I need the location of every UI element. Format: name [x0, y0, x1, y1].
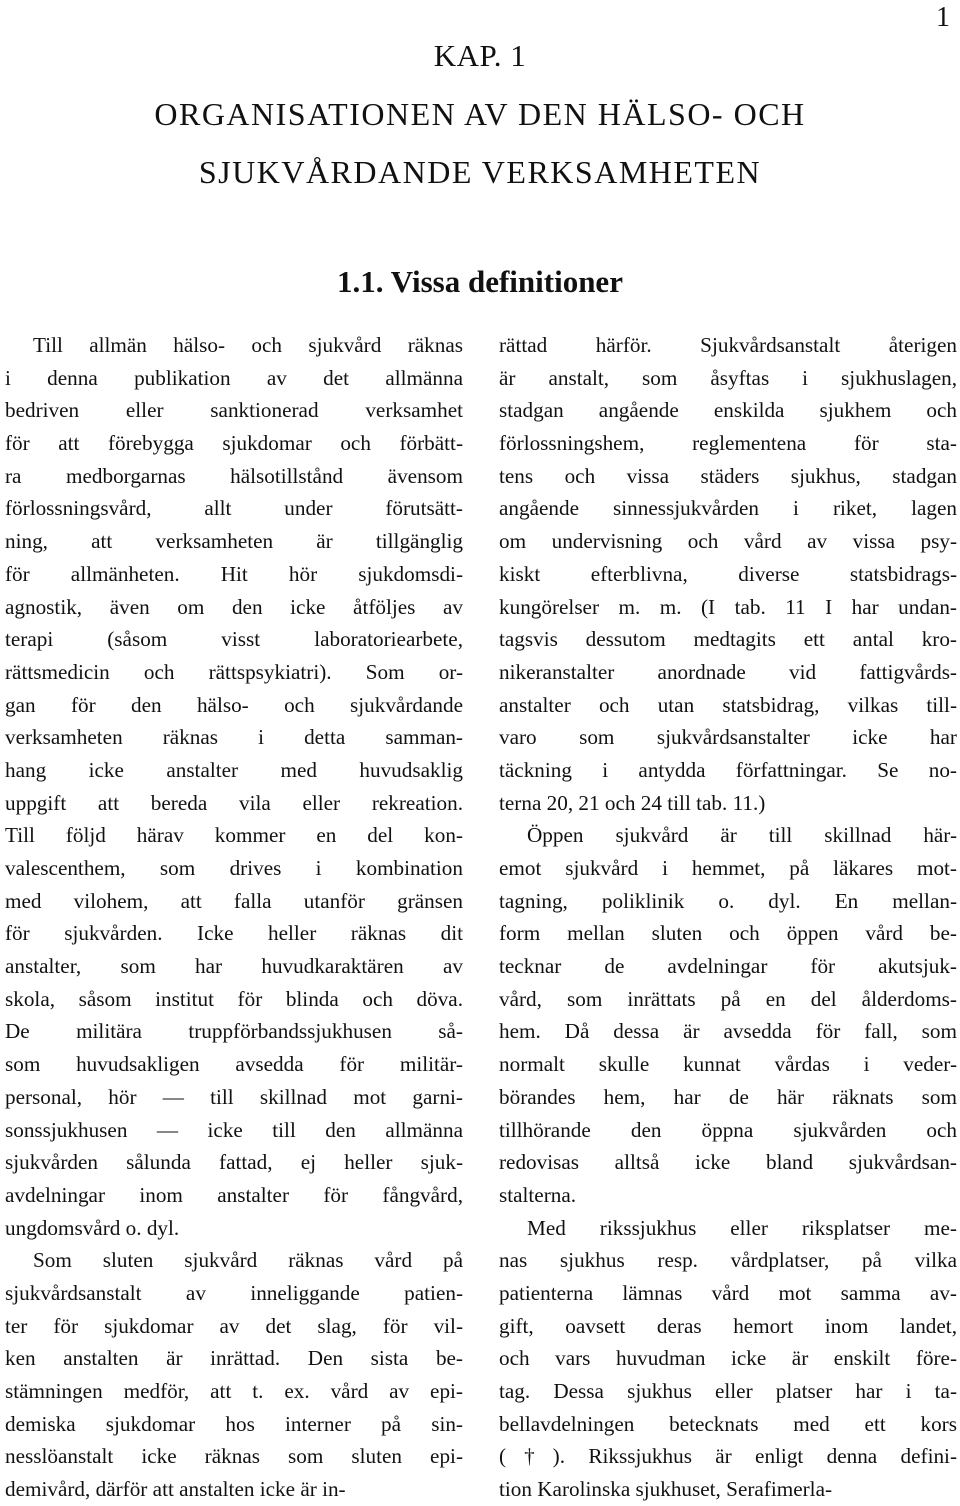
text-line: sjukvårdsanstalt av inneliggande patien-	[5, 1280, 463, 1305]
text-line: ter för sjukdomar av det slag, för vil-	[5, 1313, 463, 1338]
text-line: tagsvis dessutom medtagits ett antal kro-	[499, 627, 957, 652]
text-line: som huvudsakligen avsedda för militär-	[5, 1052, 463, 1077]
text-line: om undervisning och vård av vissa psy-	[499, 529, 957, 554]
text-line: gift, oavsett deras hemort inom landet,	[499, 1313, 957, 1338]
text-line: bellavdelningen betecknats med ett kors	[499, 1411, 957, 1436]
chapter-title-line-1: ORGANISATIONEN AV DEN HÄLSO- OCH	[154, 96, 806, 132]
text-line: börandes hem, har de här räknats som	[499, 1084, 957, 1109]
text-line: redovisas alltså icke bland sjukvårdsan-	[499, 1150, 957, 1175]
text-line: Som sluten sjukvård räknas vård på	[33, 1248, 463, 1273]
text-line: stadgan angående enskilda sjukhem och	[499, 398, 957, 423]
text-line: hang icke anstalter med huvudsaklig	[5, 757, 463, 782]
text-line: demivård, därför att anstalten icke är in-	[5, 1477, 346, 1502]
text-line: Till följd härav kommer en del kon-	[5, 823, 463, 848]
page-number: 1	[936, 2, 950, 33]
text-line: (†). Rikssjukhus är enligt denna defini-	[499, 1444, 957, 1469]
text-line: tecknar de avdelningar för akutsjuk-	[499, 954, 957, 979]
text-line: för att förebygga sjukdomar och förbätt-	[5, 431, 463, 456]
text-line: med vilohem, att falla utanför gränsen	[5, 888, 463, 913]
text-line: ungdomsvård o. dyl.	[5, 1215, 180, 1240]
text-line: sonssjukhusen — icke till den allmänna	[5, 1117, 463, 1142]
text-line: tag. Dessa sjukhus eller platser har i ta-	[499, 1379, 957, 1403]
text-line: och vars huvudman icke är enskilt före-	[499, 1346, 957, 1371]
text-line: kungörelser m. m. (I tab. 11 I har undan-	[499, 594, 957, 619]
text-line: emot sjukvård i hemmet, på läkares mot-	[499, 856, 957, 880]
text-line: valescenthem, som drives i kombination	[5, 856, 463, 880]
text-line: ning, att verksamheten är tillgänglig	[5, 529, 463, 554]
text-line: verksamheten räknas i detta samman-	[5, 725, 463, 750]
text-line: förlossningsvård, allt under förutsätt-	[5, 496, 463, 521]
section-heading: 1.1. Vissa definitioner	[337, 264, 623, 299]
text-line: terapi (såsom visst laboratoriearbete,	[5, 627, 463, 652]
chapter-title-line-2: SJUKVÅRDANDE VERKSAMHETEN	[198, 154, 762, 190]
text-line: Öppen sjukvård är till skillnad här-	[527, 823, 957, 848]
right-text-column	[499, 329, 957, 1506]
text-line: anstalter och utan statsbidrag, vilkas till-	[499, 692, 957, 717]
text-line: agnostik, även om den icke åtföljes av	[5, 594, 463, 619]
text-line: nas sjukhus resp. vårdplatser, på vilka	[499, 1248, 957, 1273]
text-line: De militära truppförbandssjukhusen så-	[5, 1019, 463, 1044]
text-line: tens och vissa städers sjukhus, stadgan	[499, 463, 957, 488]
chapter-label: KAP. 1	[433, 38, 527, 73]
text-line: rättsmedicin och rättspsykiatri). Som or-	[5, 659, 463, 684]
left-text-column	[5, 329, 463, 1506]
text-line: varo som sjukvårdsanstalter icke har	[499, 725, 957, 750]
text-line: vård, som inrättats på en del ålderdoms-	[499, 986, 957, 1011]
text-line: avdelningar inom anstalter för fångvård,	[5, 1182, 463, 1207]
text-line: hem. Då dessa är avsedda för fall, som	[499, 1019, 957, 1044]
text-line: Till allmän hälso- och sjukvård räknas	[33, 333, 463, 357]
text-line: terna 20, 21 och 24 till tab. 11.)	[499, 790, 766, 815]
text-line: demiska sjukdomar hos interner på sin-	[5, 1411, 463, 1436]
text-line: kiskt efterblivna, diverse statsbidrags-	[499, 561, 957, 586]
text-line: stalterna.	[499, 1182, 577, 1207]
text-line: patienterna lämnas vård mot samma av-	[499, 1280, 957, 1305]
text-line: stämningen medför, att t. ex. vård av epi-	[5, 1379, 463, 1403]
text-line: skola, såsom institut för blinda och döva.	[5, 986, 463, 1011]
text-line: Med rikssjukhus eller riksplatser me-	[527, 1215, 957, 1240]
text-line: i denna publikation av det allmänna	[5, 365, 463, 390]
text-line: normalt skulle kunnat vårdas i veder-	[499, 1052, 957, 1077]
text-line: för sjukvården. Icke heller räknas dit	[5, 921, 463, 946]
text-line: bedriven eller sanktionerad verksamhet	[5, 398, 463, 423]
text-line: tagning, poliklinik o. dyl. En mellan-	[499, 888, 957, 913]
text-line: sjukvården sålunda fattad, ej heller sjuk-	[5, 1150, 463, 1175]
text-line: täckning i antydda författningar. Se no-	[499, 757, 957, 782]
text-line: uppgift att bereda vila eller rekreation.	[5, 790, 463, 815]
text-line: gan för den hälso- och sjukvårdande	[5, 692, 463, 717]
text-line: ra medborgarnas hälsotillstånd ävensom	[5, 463, 463, 488]
text-line: form mellan sluten och öppen vård be-	[499, 921, 957, 946]
text-line: är anstalt, som åsyftas i sjukhuslagen,	[499, 365, 957, 390]
text-line: nesslöanstalt icke räknas som sluten epi-	[5, 1444, 463, 1469]
text-line: rättad härför. Sjukvårdsanstalt återigen	[499, 333, 957, 357]
text-line: tillhörande den öppna sjukvården och	[499, 1117, 957, 1142]
text-line: anstalter, som har huvudkaraktären av	[5, 954, 463, 979]
text-line: förlossningshem, reglementena för sta-	[499, 431, 957, 456]
text-line: för allmänheten. Hit hör sjukdomsdi-	[5, 561, 463, 586]
text-line: tion Karolinska sjukhuset, Serafimerla-	[499, 1477, 833, 1502]
text-line: personal, hör — till skillnad mot garni-	[5, 1084, 463, 1109]
text-line: ken anstalten är inrättad. Den sista be-	[5, 1346, 463, 1371]
text-line: nikeranstalter anordnade vid fattigvårds-	[499, 659, 957, 684]
text-line: angående sinnessjukvården i riket, lagen	[499, 496, 957, 521]
